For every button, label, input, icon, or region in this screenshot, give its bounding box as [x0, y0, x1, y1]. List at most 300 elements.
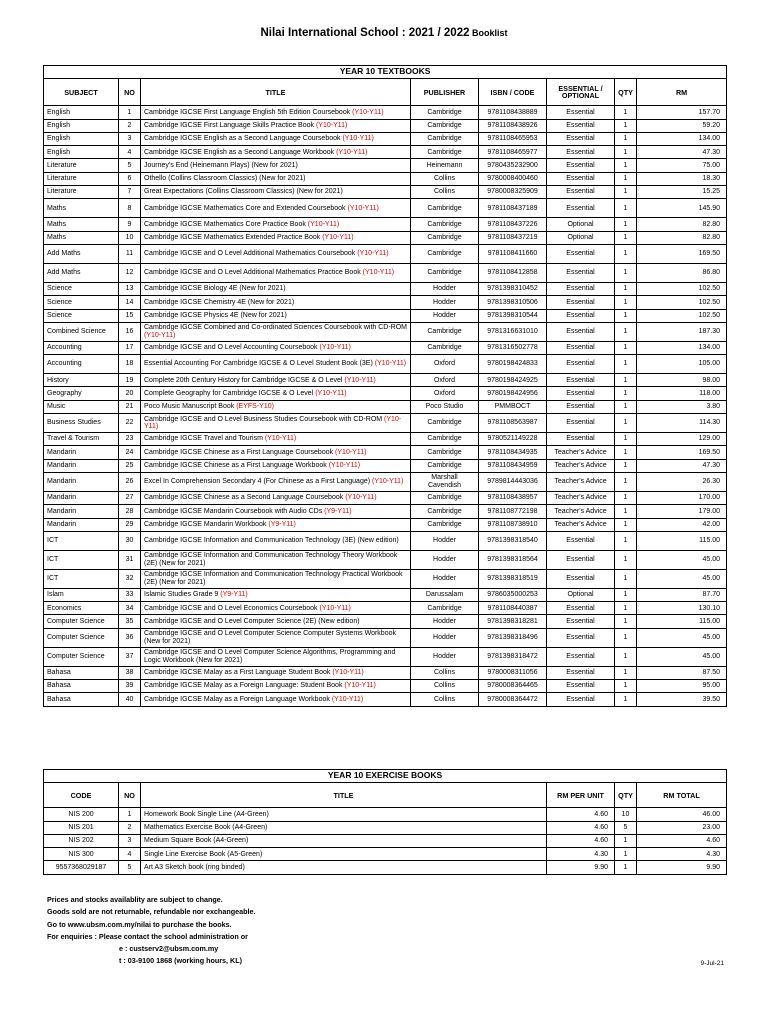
qty-cell: 1 [615, 119, 637, 132]
title-text: Cambridge IGCSE Malay as a Foreign Language Workbook [144, 695, 332, 703]
title-cell [141, 218, 411, 231]
subject-cell: Accounting [44, 341, 119, 354]
price-cell: 134.00 [637, 132, 727, 145]
price-cell: 102.50 [637, 296, 727, 309]
title-text: Cambridge IGCSE English as a Second Language Coursebook [144, 135, 343, 143]
table-row [44, 550, 727, 569]
column-header: TITLE [141, 783, 547, 808]
qty-cell: 1 [615, 446, 637, 459]
price-cell: 102.50 [637, 309, 727, 322]
no-cell: 1 [119, 106, 141, 119]
year-tag: (Y10-Y11) [328, 462, 361, 470]
subject-cell: Computer Science [44, 615, 119, 628]
textbooks-table [43, 65, 727, 707]
title-cell [141, 505, 411, 518]
isbn-cell: 9780198424925 [479, 374, 547, 387]
qty-cell: 1 [615, 172, 637, 185]
table-row [44, 355, 727, 374]
year-tag: (Y10-Y11) [315, 389, 347, 397]
price-cell: 169.50 [637, 244, 727, 263]
title-cell [141, 296, 411, 309]
publisher-cell: Cambridge [411, 244, 479, 263]
column-header: RM [637, 79, 727, 106]
publisher-cell: Hodder [411, 309, 479, 322]
note-line: For enquiries : Please contact the school administration or [47, 931, 248, 941]
title-cell [141, 588, 411, 601]
note-line: Go to www.ubsm.com.my/nilai to purchase the books. [47, 919, 232, 929]
column-header: PUBLISHER [411, 79, 479, 106]
publisher-cell: Oxford [411, 355, 479, 374]
essential-cell: Optional [547, 231, 615, 244]
year-tag: (Y9-Y11) [324, 507, 352, 515]
title-text: Journey's End (Heinemann Plays) (New for 2021) [144, 161, 298, 169]
table-row [44, 459, 727, 472]
title-text: Cambridge IGCSE and O Level Additional Mathematics Coursebook [144, 250, 358, 258]
qty-cell: 1 [615, 459, 637, 472]
year-tag: (Y10-Y11) [315, 121, 348, 129]
column-header: QTY [615, 79, 637, 106]
table-row [44, 588, 727, 601]
total-cell: 4.60 [637, 834, 727, 847]
price-cell: 169.50 [637, 446, 727, 459]
table-row [44, 693, 727, 706]
publisher-cell: Marshall Cavendish [411, 472, 479, 491]
table-row [44, 848, 727, 861]
qty-cell: 1 [615, 374, 637, 387]
code-cell: NIS 200 [44, 808, 119, 821]
table-row [44, 505, 727, 518]
title-text: Cambridge IGCSE English as a Second Language Workbook [144, 148, 337, 156]
subject-cell: Business Studies [44, 414, 119, 433]
title-text: Cambridge IGCSE and O Level Economics Coursebook [144, 604, 320, 612]
essential-cell: Essential [547, 666, 615, 679]
subject-cell: ICT [44, 550, 119, 569]
isbn-cell: 9781108438926 [479, 119, 547, 132]
title-cell [141, 309, 411, 322]
qty-cell: 1 [615, 400, 637, 413]
price-cell: 95.00 [637, 680, 727, 693]
qty-cell: 1 [615, 472, 637, 491]
year-tag: (Y10-Y11) [144, 415, 402, 431]
subject-cell: History [44, 374, 119, 387]
qty-cell: 1 [615, 263, 637, 282]
publisher-cell: Hodder [411, 531, 479, 550]
no-cell: 36 [119, 628, 141, 647]
publisher-cell: Cambridge [411, 146, 479, 159]
essential-cell: Essential [547, 263, 615, 282]
table-row [44, 680, 727, 693]
qty-cell: 1 [615, 296, 637, 309]
table-row [44, 309, 727, 322]
qty-cell: 1 [615, 414, 637, 433]
title-text: Cambridge IGCSE First Language English 5th Edition Coursebook [144, 108, 353, 116]
subject-cell: Literature [44, 159, 119, 172]
publisher-cell: Cambridge [411, 446, 479, 459]
price-cell: 45.00 [637, 569, 727, 588]
table-row [44, 834, 727, 847]
year-tag: (Y10-Y11) [374, 360, 407, 368]
table-row [44, 374, 727, 387]
title-cell [141, 186, 411, 199]
subject-cell: Add Maths [44, 263, 119, 282]
price-cell: 42.00 [637, 518, 727, 531]
essential-cell: Essential [547, 296, 615, 309]
no-cell: 16 [119, 322, 141, 341]
subject-cell: Accounting [44, 355, 119, 374]
qty-cell: 1 [615, 106, 637, 119]
subject-cell: ICT [44, 569, 119, 588]
exercise-caption: YEAR 10 EXERCISE BOOKS [44, 770, 727, 783]
isbn-cell: 9780008400460 [479, 172, 547, 185]
unit-price-cell: 4.60 [547, 821, 615, 834]
price-cell: 86.80 [637, 263, 727, 282]
title-text: Cambridge IGCSE Information and Communication Technology Theory Workbook (2E) (New for 2021) [144, 552, 398, 567]
price-cell: 145.90 [637, 199, 727, 218]
publisher-cell: Hodder [411, 628, 479, 647]
year-tag: (Y10-Y11) [332, 669, 364, 677]
price-cell: 87.50 [637, 666, 727, 679]
column-header: RM PER UNIT [547, 783, 615, 808]
publisher-cell: Poco Studio [411, 400, 479, 413]
year-tag: (Y10-Y11) [352, 108, 384, 116]
subject-cell: English [44, 132, 119, 145]
essential-cell: Teacher's Advice [547, 459, 615, 472]
essential-cell: Essential [547, 628, 615, 647]
unit-price-cell: 4.60 [547, 808, 615, 821]
year-tag: (Y10-Y11) [342, 135, 374, 143]
subject-cell: Bahasa [44, 680, 119, 693]
price-cell: 3.80 [637, 400, 727, 413]
year-tag: (Y10-Y11) [264, 435, 297, 443]
subject-cell: Combined Science [44, 322, 119, 341]
subject-cell: Science [44, 282, 119, 295]
qty-cell: 1 [615, 231, 637, 244]
notes [47, 894, 255, 968]
isbn-cell: 9781316502778 [479, 341, 547, 354]
title-text: Cambridge IGCSE and O Level Accounting Coursebook [144, 344, 320, 352]
price-cell: 82.80 [637, 218, 727, 231]
publisher-cell: Hodder [411, 282, 479, 295]
table-row [44, 282, 727, 295]
no-cell: 39 [119, 680, 141, 693]
year-tag: (Y10-Y11) [319, 604, 351, 612]
isbn-cell: 9781108434935 [479, 446, 547, 459]
no-cell: 27 [119, 491, 141, 504]
title-cell [141, 628, 411, 647]
qty-cell: 1 [615, 531, 637, 550]
title-text: Cambridge IGCSE Mathematics Core and Extended Coursebook [144, 204, 348, 212]
subject-cell: Bahasa [44, 666, 119, 679]
textbooks-caption: YEAR 10 TEXTBOOKS [44, 66, 727, 79]
title-cell [141, 491, 411, 504]
no-cell: 10 [119, 231, 141, 244]
table-row [44, 159, 727, 172]
qty-cell: 1 [615, 848, 637, 861]
essential-cell: Essential [547, 569, 615, 588]
no-cell: 14 [119, 296, 141, 309]
no-cell: 2 [119, 821, 141, 834]
price-cell: 75.00 [637, 159, 727, 172]
publisher-cell: Hodder [411, 615, 479, 628]
no-cell: 22 [119, 414, 141, 433]
no-cell: 35 [119, 615, 141, 628]
isbn-cell: 9780435232900 [479, 159, 547, 172]
title-cell [141, 472, 411, 491]
qty-cell: 1 [615, 861, 637, 874]
essential-cell: Essential [547, 531, 615, 550]
title-text: Cambridge IGCSE Physics 4E (New for 2021) [144, 311, 287, 319]
title-text: Cambridge IGCSE First Language Skills Practice Book [144, 121, 316, 129]
publisher-cell: Hodder [411, 569, 479, 588]
price-cell: 187.30 [637, 322, 727, 341]
qty-cell: 1 [615, 666, 637, 679]
year-tag: (Y9-Y11) [220, 591, 248, 599]
year-tag: (Y10-Y11) [322, 234, 354, 242]
exercise-header-row [44, 783, 727, 808]
isbn-cell: 9786035000253 [479, 588, 547, 601]
price-cell: 98.00 [637, 374, 727, 387]
table-row [44, 666, 727, 679]
publisher-cell: Cambridge [411, 341, 479, 354]
year-tag: (EYFS-Y10) [236, 403, 274, 411]
year-tag: (Y10-Y11) [307, 220, 340, 228]
essential-cell: Essential [547, 119, 615, 132]
textbooks-header-row [44, 79, 727, 106]
title-cell [141, 132, 411, 145]
subject-cell: Science [44, 309, 119, 322]
qty-cell: 1 [615, 355, 637, 374]
subject-cell: Computer Science [44, 628, 119, 647]
isbn-cell: 9781108465977 [479, 146, 547, 159]
price-cell: 18.30 [637, 172, 727, 185]
essential-cell: Essential [547, 400, 615, 413]
title-cell [141, 146, 411, 159]
subject-cell: Add Maths [44, 244, 119, 263]
title-cell [141, 282, 411, 295]
note-line: Goods sold are not returnable, refundable nor exchangeable. [47, 907, 256, 917]
essential-cell: Essential [547, 159, 615, 172]
essential-cell: Essential [547, 414, 615, 433]
no-cell: 38 [119, 666, 141, 679]
title-text: Cambridge IGCSE and O Level Additional Mathematics Practice Book [144, 269, 363, 277]
qty-cell: 1 [615, 387, 637, 400]
essential-cell: Essential [547, 186, 615, 199]
table-row [44, 387, 727, 400]
table-row [44, 341, 727, 354]
qty-cell: 1 [615, 218, 637, 231]
publisher-cell: Collins [411, 693, 479, 706]
isbn-cell: 9780008311056 [479, 666, 547, 679]
subject-cell: Islam [44, 588, 119, 601]
year-tag: (Y9-Y11) [268, 520, 296, 528]
subject-cell: Mandarin [44, 505, 119, 518]
essential-cell: Essential [547, 282, 615, 295]
subject-cell: Computer Science [44, 647, 119, 666]
price-cell: 45.00 [637, 628, 727, 647]
price-cell: 129.00 [637, 433, 727, 446]
isbn-cell: 9781108437219 [479, 231, 547, 244]
price-cell: 47.30 [637, 459, 727, 472]
table-row [44, 414, 727, 433]
price-cell: 179.00 [637, 505, 727, 518]
code-cell: 9557368029187 [44, 861, 119, 874]
no-cell: 23 [119, 433, 141, 446]
publisher-cell: Collins [411, 172, 479, 185]
qty-cell: 10 [615, 808, 637, 821]
title-text: Islamic Studies Grade 9 [144, 591, 221, 599]
page-title [0, 27, 768, 39]
unit-price-cell: 4.30 [547, 848, 615, 861]
qty-cell: 1 [615, 602, 637, 615]
no-cell: 5 [119, 159, 141, 172]
essential-cell: Essential [547, 341, 615, 354]
title-text: Cambridge IGCSE Travel and Tourism [144, 435, 265, 443]
price-cell: 157.70 [637, 106, 727, 119]
price-cell: 118.00 [637, 387, 727, 400]
title-cell [141, 400, 411, 413]
title-cell [141, 341, 411, 354]
year-tag: (Y10-Y11) [345, 494, 377, 502]
contact-phone: t : 03-9100 1868 (working hours, KL) [119, 956, 243, 966]
qty-cell: 1 [615, 491, 637, 504]
table-row [44, 602, 727, 615]
year-tag: (Y10-Y11) [319, 344, 351, 352]
no-cell: 3 [119, 132, 141, 145]
title-text: Cambridge IGCSE Biology 4E (New for 2021) [144, 285, 286, 293]
subject-cell: Science [44, 296, 119, 309]
no-cell: 29 [119, 518, 141, 531]
subject-cell: English [44, 106, 119, 119]
year-tag: (Y10-Y11) [344, 376, 376, 384]
qty-cell: 1 [615, 132, 637, 145]
publisher-cell: Cambridge [411, 322, 479, 341]
column-header: ESSENTIAL / OPTIONAL [547, 79, 615, 106]
column-header: TITLE [141, 79, 411, 106]
table-row [44, 172, 727, 185]
table-row [44, 628, 727, 647]
title-cell [141, 666, 411, 679]
isbn-cell: 9781108738910 [479, 518, 547, 531]
qty-cell: 1 [615, 569, 637, 588]
year-tag: (Y10-Y11) [372, 478, 404, 486]
publisher-cell: Cambridge [411, 231, 479, 244]
table-row [44, 132, 727, 145]
contact-email: e : custserv2@ubsm.com.my [119, 944, 219, 954]
title-text: Cambridge IGCSE Mathematics Extended Practice Book [144, 234, 323, 242]
qty-cell: 1 [615, 550, 637, 569]
isbn-cell: 9781108438957 [479, 491, 547, 504]
title-cell [141, 531, 411, 550]
title-cell: Mathematics Exercise Book (A4-Green) [141, 821, 547, 834]
no-cell: 26 [119, 472, 141, 491]
column-header: RM TOTAL [637, 783, 727, 808]
isbn-cell: 9781398310544 [479, 309, 547, 322]
total-cell: 23.00 [637, 821, 727, 834]
no-cell: 9 [119, 218, 141, 231]
title-cell [141, 322, 411, 341]
publisher-cell: Hodder [411, 550, 479, 569]
publisher-cell: Cambridge [411, 433, 479, 446]
table-row [44, 199, 727, 218]
essential-cell: Essential [547, 146, 615, 159]
qty-cell: 1 [615, 282, 637, 295]
publisher-cell: Darussalam [411, 588, 479, 601]
publisher-cell: Hodder [411, 296, 479, 309]
isbn-cell: 9781108411660 [479, 244, 547, 263]
school-year: : 2021 / 2022 [398, 27, 470, 39]
price-cell: 82.80 [637, 231, 727, 244]
table-row [44, 861, 727, 874]
title-cell [141, 355, 411, 374]
publisher-cell: Collins [411, 666, 479, 679]
isbn-cell: 9780198424956 [479, 387, 547, 400]
subject-cell: ICT [44, 531, 119, 550]
price-cell: 59.20 [637, 119, 727, 132]
column-header: CODE [44, 783, 119, 808]
isbn-cell: 9781398318472 [479, 647, 547, 666]
title-cell [141, 569, 411, 588]
table-row [44, 106, 727, 119]
subject-cell: Maths [44, 231, 119, 244]
column-header: NO [119, 79, 141, 106]
table-row [44, 808, 727, 821]
price-cell: 130.10 [637, 602, 727, 615]
publisher-cell: Cambridge [411, 218, 479, 231]
isbn-cell: 9781398318540 [479, 531, 547, 550]
publisher-cell: Cambridge [411, 106, 479, 119]
isbn-cell: 9781108437189 [479, 199, 547, 218]
no-cell: 25 [119, 459, 141, 472]
price-cell: 45.00 [637, 647, 727, 666]
title-text: Cambridge IGCSE Mathematics Core Practice Book [144, 220, 308, 228]
price-cell: 47.30 [637, 146, 727, 159]
qty-cell: 1 [615, 341, 637, 354]
publisher-cell: Hodder [411, 647, 479, 666]
essential-cell: Essential [547, 550, 615, 569]
title-text: Cambridge IGCSE Mandarin Coursebook with Audio CDs [144, 507, 325, 515]
unit-price-cell: 9.90 [547, 861, 615, 874]
title-text: Cambridge IGCSE and O Level Computer Science Computer Systems Workbook (New for 2021) [144, 630, 396, 645]
code-cell: NIS 300 [44, 848, 119, 861]
subject-cell: English [44, 146, 119, 159]
subject-cell: Mandarin [44, 491, 119, 504]
no-cell: 30 [119, 531, 141, 550]
subject-cell: Mandarin [44, 472, 119, 491]
table-row [44, 322, 727, 341]
year-tag: (Y10-Y11) [336, 148, 368, 156]
table-row [44, 218, 727, 231]
table-row [44, 518, 727, 531]
title-cell [141, 199, 411, 218]
price-cell: 114.30 [637, 414, 727, 433]
no-cell: 1 [119, 808, 141, 821]
essential-cell: Teacher's Advice [547, 505, 615, 518]
qty-cell: 1 [615, 518, 637, 531]
year-tag: (Y10-Y11) [347, 204, 379, 212]
publisher-cell: Cambridge [411, 199, 479, 218]
price-cell: 15.25 [637, 186, 727, 199]
isbn-cell: 9781316631010 [479, 322, 547, 341]
table-row [44, 472, 727, 491]
title-text: Cambridge IGCSE Chinese as a First Language Workbook [144, 462, 329, 470]
essential-cell: Essential [547, 132, 615, 145]
title-text: Complete Geography for Cambridge IGCSE & O Level [144, 389, 316, 397]
essential-cell: Essential [547, 374, 615, 387]
qty-cell: 1 [615, 433, 637, 446]
title-cell: Homework Book Single Line (A4-Green) [141, 808, 547, 821]
title-text: Cambridge IGCSE Information and Communication Technology Practical Workbook (2E) (New for 2021) [144, 571, 403, 586]
table-row [44, 491, 727, 504]
